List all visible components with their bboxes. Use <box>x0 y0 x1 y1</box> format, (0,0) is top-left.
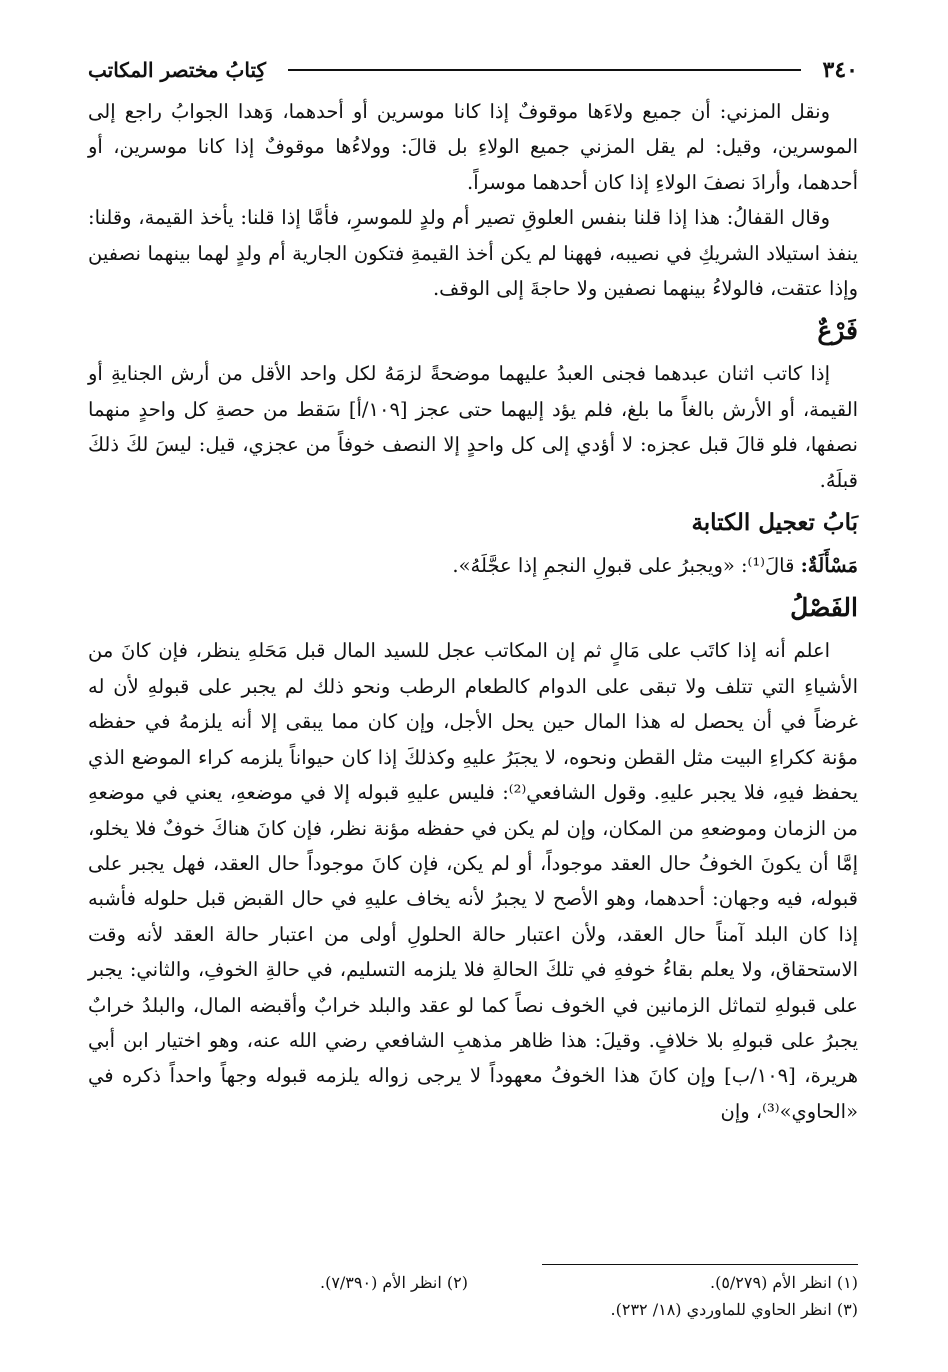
page-header <box>88 52 858 88</box>
footnote-row-1 <box>88 1269 858 1296</box>
masala-text: قالَ⁽¹⁾: «ويجبرُ على قبولِ النجمِ إذا عجَّلَهُ». <box>452 554 795 578</box>
main-text <box>88 94 858 1129</box>
page-number: ٣٤٠ <box>822 57 858 83</box>
header-rule <box>288 69 801 71</box>
masala-label: مَسْأَلَةٌ: <box>800 554 858 578</box>
footnotes <box>88 1264 858 1323</box>
footnote-1: (١) انظر الأم (٥/٢٧٩). <box>709 1273 858 1292</box>
footnote-2: (٢) انظر الأم (٧/٣٩٠). <box>319 1273 468 1292</box>
footnote-row-2 <box>88 1296 858 1323</box>
paragraph-2: وقال القفالُ: هذا إذا قلنا بنفس العلوقِ تصير أم ولدٍ للموسرِ، فأمَّا إذا قلنا: يأخذ القيمة، وقلنا: ينفذ استيلاد الشريكِ في نصيبه، فههنا لم يكن أخذ القيمةِ فتكون الجارية أم ولدٍ لهما بينهما نصفين وإذا عتقت، فالولاءُ بينهما نصفين ولا حاجةَ إلى الوقف. <box>88 206 858 301</box>
far-paragraph: إذا كاتب اثنان عبدهما فجنى العبدُ عليهما موضحةً لزمَهُ لكل واحد الأقل من أرش الجنايةِ أو القيمة، أو الأرش بالغاً ما بلغ، فلم يؤد إليهما حتى عجز [١٠٩/أ] سَقط من حصةِ كل واحدٍ منهما نصفها، فلو قالَ قبل عجزه: لا أؤدي إلى كل واحدٍ إلا النصف خوفاً من عجزي، قيل: ليسَ لكَ ذلكَ قبلَهُ. <box>88 362 858 492</box>
fasl-paragraph: اعلم أنه إذا كاتَب على مَالٍ ثم إن المكاتب عجل للسيد المال قبل مَحَلهِ ينظر، فإن كانَ من الأشياءِ التي تتلف ولا تبقى على الدوام كالطعام الرطب ونحو ذلك لم يجبر على قبولهِ لأن له غرضاً في أن يحصل له هذا المال حين يحل الأجل، وإن كان مما يبقى إلا أنه يلزمهُ في حفظه مؤنة ككراءِ البيت مثل القطن ونحوه، لا يجبَرُ عليهِ وكذلكَ إذا كان حيواناً يلزمه كراء الموضع الذي يحفظ فيهِ، فلا يجبر عليهِ. وقول الشافعي⁽²⁾: فليس عليهِ قبوله إلا في موضعهِ، يعني في موضعهِ من الزمان وموضعهِ من المكان، وإن لم يكن في حفظه مؤنة نظر، فإن كانَ هناكَ خوفٌ فلا يخلو، إمَّا أن يكونَ الخوفُ حال العقد موجوداً، أو لم يكن، فإن كانَ موجوداً حال العقد، فهل يجبر على قبوله، فيه وجهان: أحدهما، وهو الأصح لا يجبرُ لأنه يخاف عليهِ في حال القبض قبل حلوله فأشبه إذا كان البلد آمناً حال العقد، ولأن اعتبار حالة الحلولِ أولى من اعتبار حالة العقد لأنه وقت الاستحقاق، ولا يعلم بقاءُ خوفهِ في تلكَ الحالةِ فلا يلزمه التسليم، في حالةِ الخوفِ، والثاني: يجبر على قبولهِ لتماثل الزمانين في الخوف نصاً كما لو عقد والبلد خرابٌ وأقبضه المال، والبلدُ خرابٌ يجبرُ على قبولهِ بلا خلافٍ. وقيلَ: هذا ظاهر مذهبِ الشافعي رضي الله عنه، وهو اختيار ابن أبي هريرة، [١٠٩/ب] وإن كانَ هذا الخوفُ معهوداً لا يرجى زواله يلزمه قبوله وجهاً واحداً ذكره في «الحاوي»⁽³⁾، وإن <box>88 639 859 1123</box>
running-title: كِتابُ مختصر المكاتب <box>88 58 266 82</box>
bab-heading: بَابُ تعجيل الكتابة <box>691 509 858 537</box>
far-heading: فَرْعٌ <box>817 316 858 346</box>
paragraph-1: ونقل المزني: أن جميع ولاءَها موقوفٌ إذا كانا موسرين أو أحدهما، وَهدا الجوابُ راجع إلى الموسرين، وقيل: لم يقل المزني جميع الولاءِ بل قالَ: وولاءُها موقوفٌ إذا كانا موسرين، أو أحدهما، وأرادَ نصفَ الولاءِ إذا كان أحدهما موسراً. <box>88 100 858 194</box>
masala-line <box>88 548 858 583</box>
footnote-rule <box>542 1264 858 1265</box>
fasl-heading: الفَصْلُ <box>790 593 858 623</box>
footnote-3: (٣) انظر الحاوي للماوردي (١٨/ ٢٣٢). <box>610 1300 858 1319</box>
